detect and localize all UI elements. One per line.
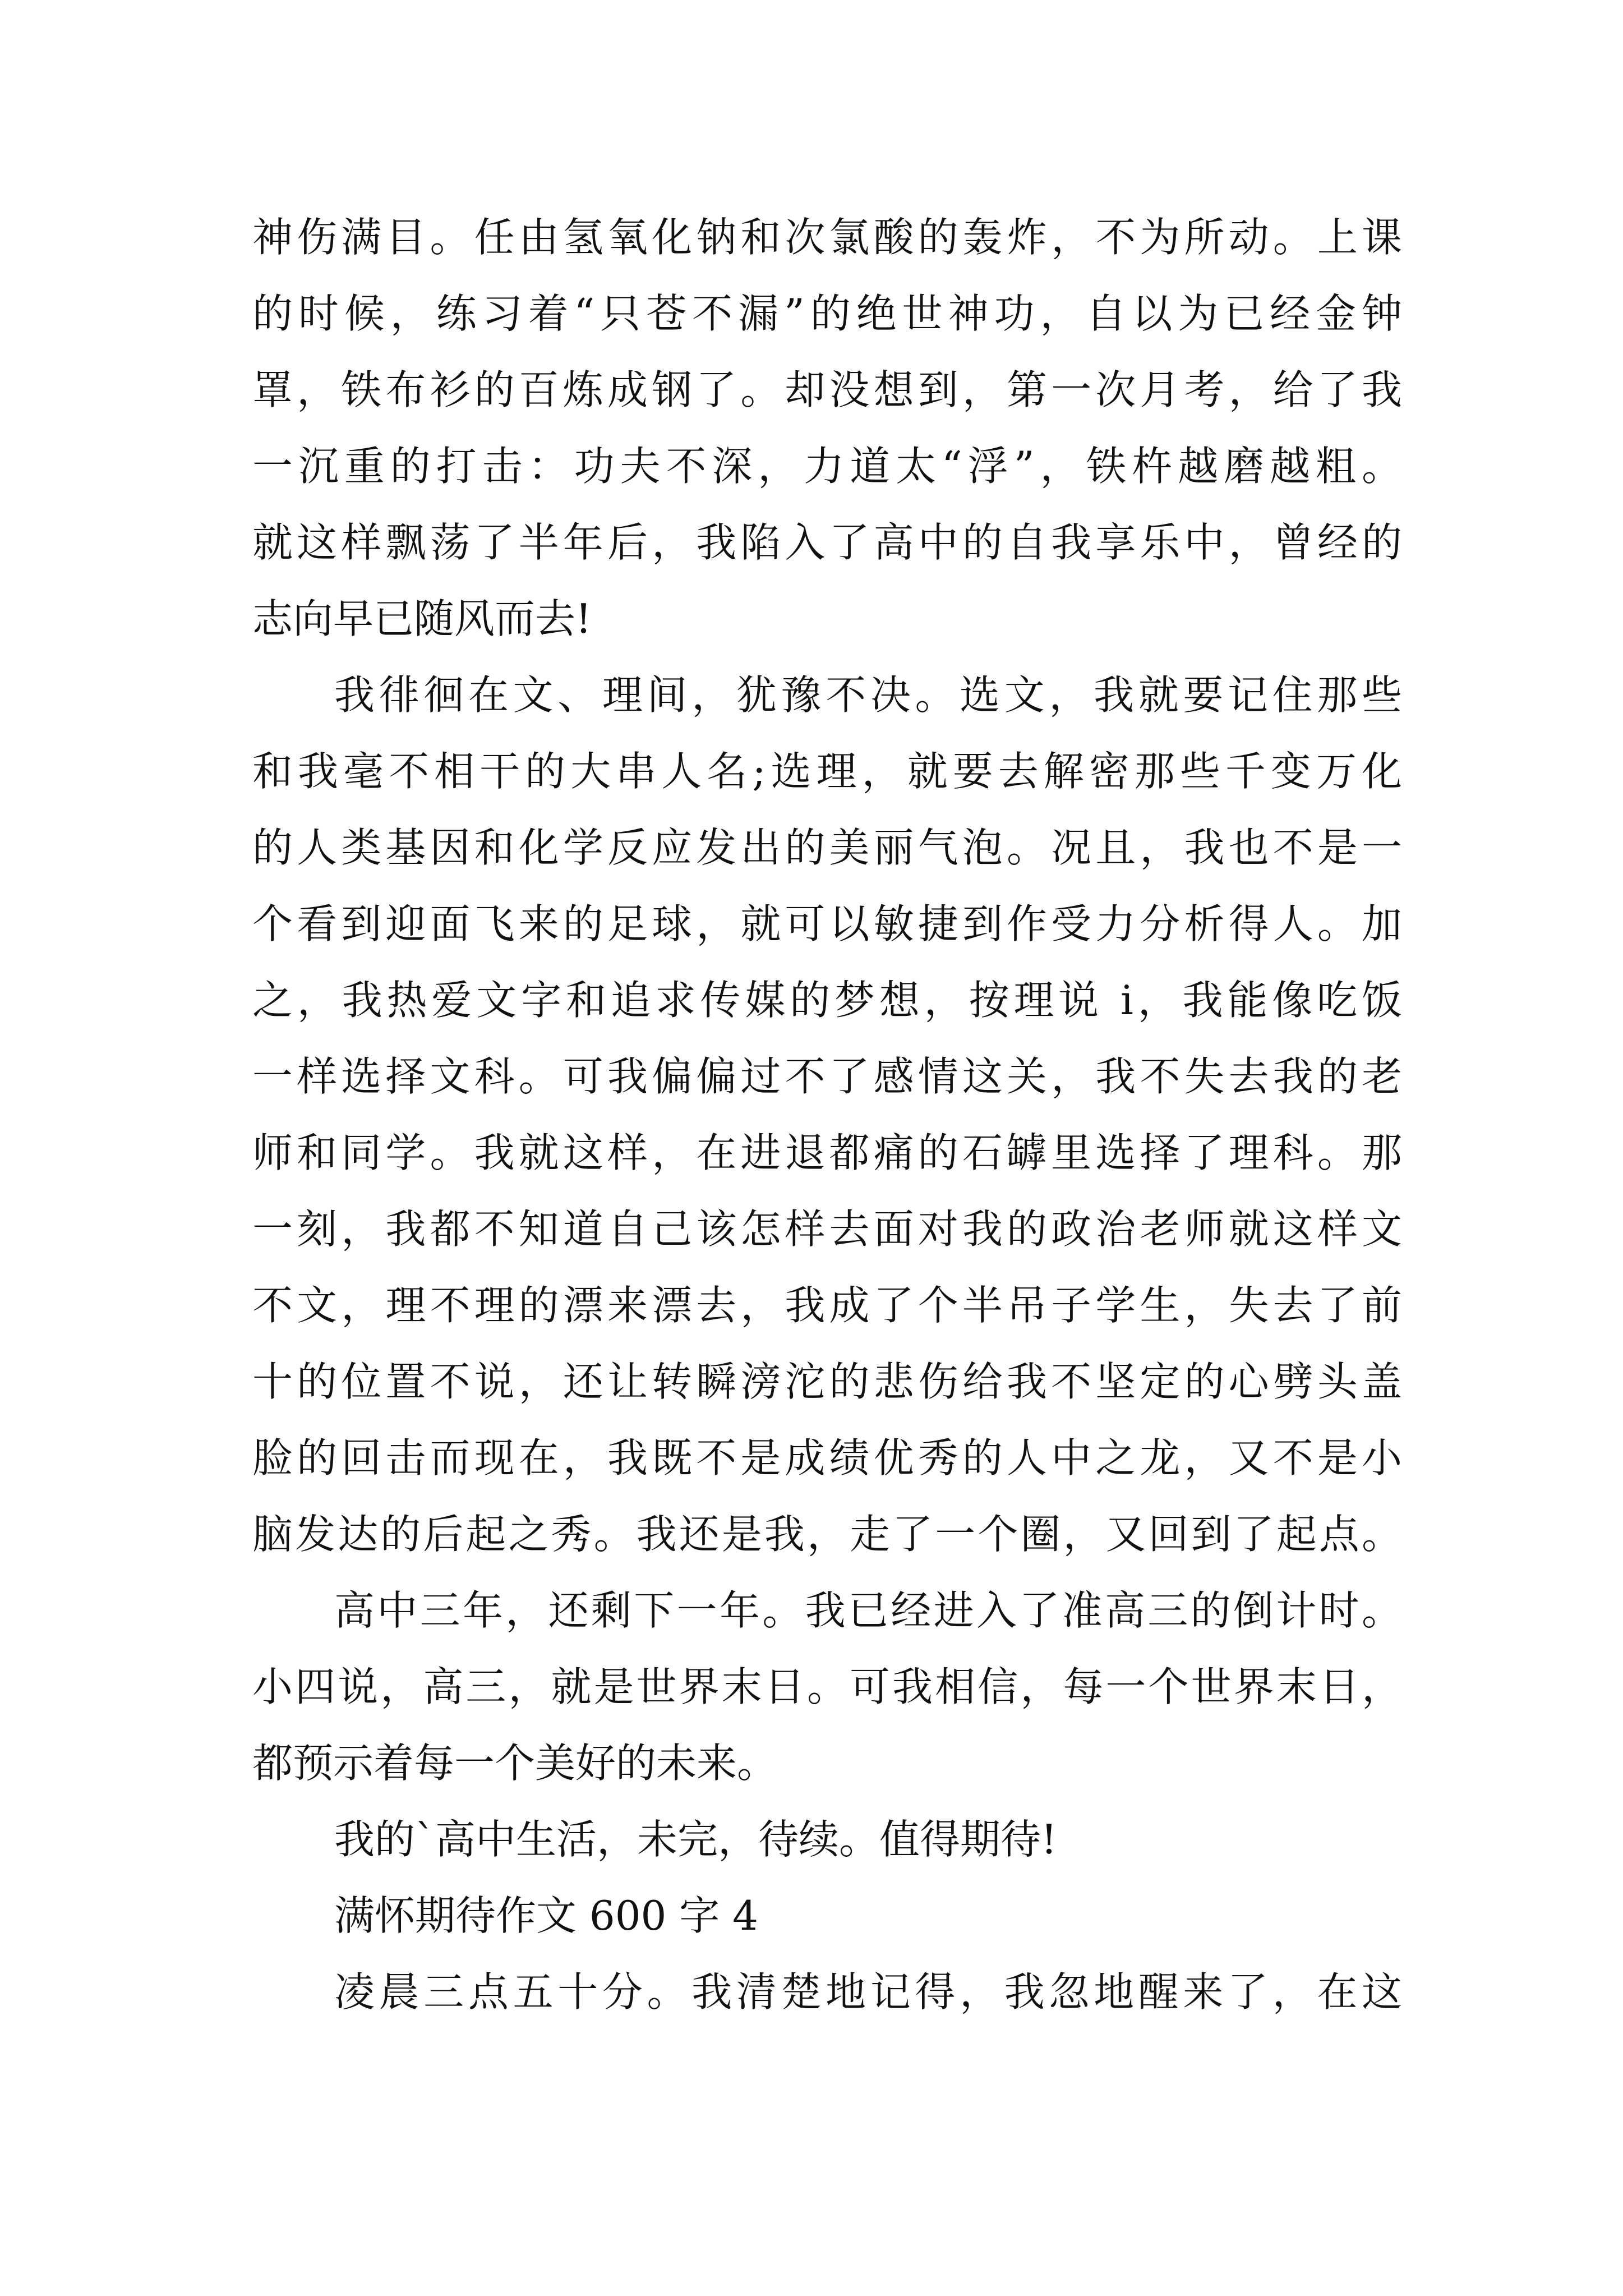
text-line: 的时候，练习着“只苍不漏”的绝世神功，自以为已经金钟 [252, 290, 1402, 337]
paragraph-first-line: 我徘徊在文、理间，犹豫不决。选文，我就要记住那些 [334, 671, 1402, 719]
paragraph-first-line: 高中三年，还剩下一年。我已经进入了准高三的倒计时。 [334, 1587, 1402, 1634]
text-line: 一刻，我都不知道自己该怎样去面对我的政治老师就这样文 [252, 1205, 1402, 1253]
text-line: 不文，理不理的漂来漂去，我成了个半吊子学生，失去了前 [252, 1282, 1402, 1329]
paragraph-first-line: 我的`高中生活，未完，待续。值得期待! [334, 1816, 1057, 1863]
text-line: 神伤满目。任由氢氧化钠和次氯酸的轰炸，不为所动。上课 [252, 214, 1402, 261]
text-line: 脸的回击而现在，我既不是成绩优秀的人中之龙，又不是小 [252, 1434, 1402, 1481]
essay-text [252, 199, 1402, 2030]
text-line: 就这样飘荡了半年后，我陷入了高中的自我享乐中，曾经的 [252, 519, 1402, 566]
text-line: 脑发达的后起之秀。我还是我，走了一个圈，又回到了起点。 [252, 1511, 1402, 1558]
section-heading: 满怀期待作文 600 字 4 [334, 1892, 758, 1939]
text-line: 之，我热爱文字和追求传媒的梦想，按理说 i，我能像吃饭 [252, 977, 1402, 1024]
text-line: 个看到迎面飞来的足球，就可以敏捷到作受力分析得人。加 [252, 900, 1402, 947]
text-line: 和我毫不相干的大串人名;选理，就要去解密那些千变万化 [252, 748, 1402, 795]
text-line: 的人类基因和化学反应发出的美丽气泡。况且，我也不是一 [252, 824, 1402, 871]
text-line: 十的位置不说，还让转瞬滂沱的悲伤给我不坚定的心劈头盖 [252, 1358, 1402, 1405]
text-line: 罩，铁布衫的百炼成钢了。却没想到，第一次月考，给了我 [252, 366, 1402, 413]
text-line: 志向早已随风而去! [252, 595, 592, 642]
text-line: 一样选择文科。可我偏偏过不了感情这关，我不失去我的老 [252, 1053, 1402, 1100]
text-line: 都预示着每一个美好的未来。 [252, 1740, 778, 1787]
text-line: 师和同学。我就这样，在进退都痛的石罅里选择了理科。那 [252, 1129, 1402, 1176]
text-line: 一沉重的打击：功夫不深，力道太“浮”，铁杵越磨越粗。 [252, 443, 1402, 490]
text-line: 小四说，高三，就是世界末日。可我相信，每一个世界末日， [252, 1663, 1402, 1710]
paragraph-first-line: 凌晨三点五十分。我清楚地记得，我忽地醒来了，在这 [334, 1968, 1402, 2016]
